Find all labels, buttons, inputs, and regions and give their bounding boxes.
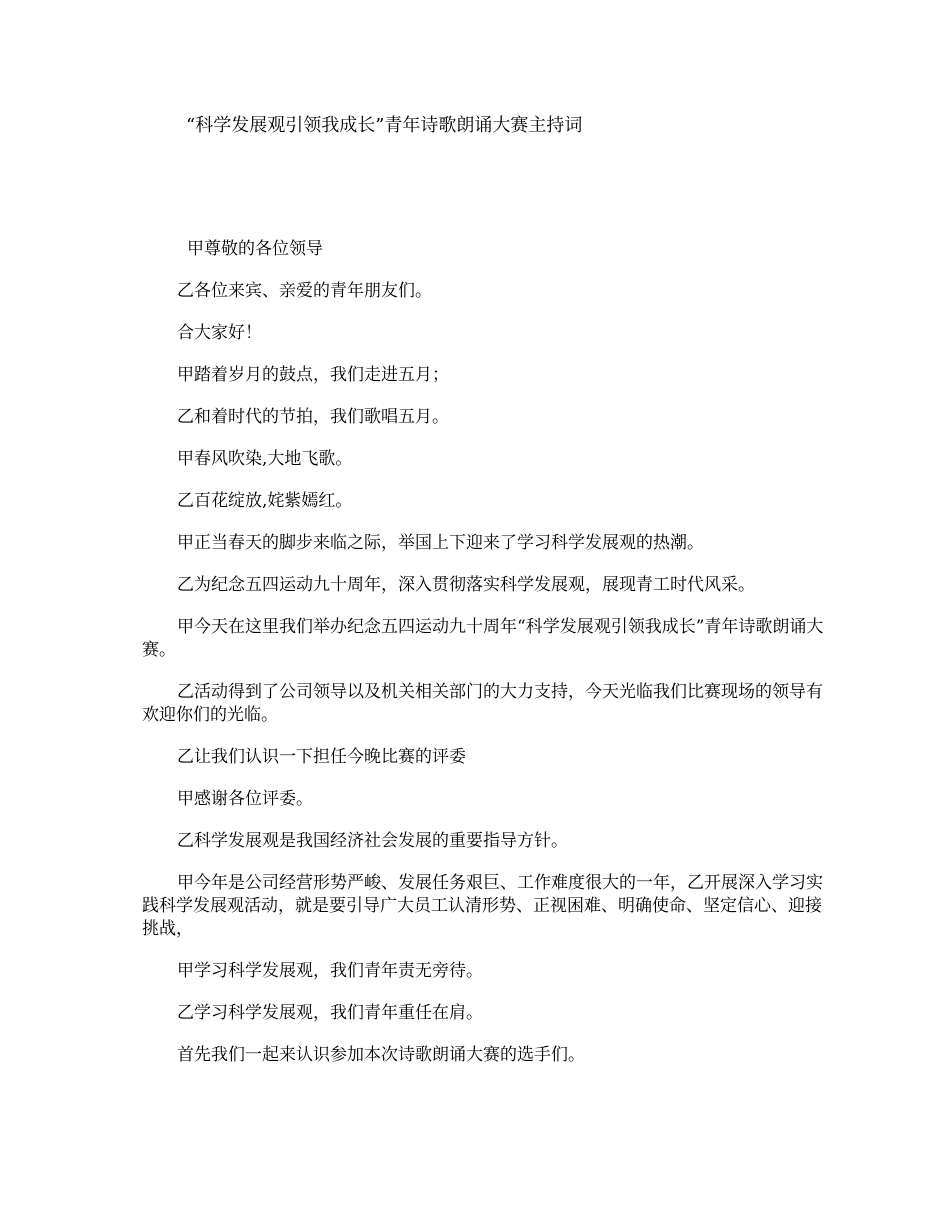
- paragraph: 甲踏着岁月的鼓点，我们走进五月；: [177, 365, 449, 385]
- paragraph: 甲今年是公司经营形势严峻、发展任务艰巨、工作难度很大的一年，乙开展深入学习实践科学发展观活动，就是要引导广大员工认清形势、正视困难、明确使命、坚定信心、迎接挑战，: [142, 873, 823, 939]
- paragraph: 乙和着时代的节拍，我们歌唱五月。: [177, 407, 449, 427]
- paragraph: 乙为纪念五四运动九十周年，深入贯彻落实科学发展观，展现青工时代风采。: [177, 575, 755, 595]
- paragraph: 甲今天在这里我们举办纪念五四运动九十周年“科学发展观引领我成长”青年诗歌朗诵大赛。: [142, 617, 824, 660]
- paragraph: 合大家好！: [177, 323, 262, 343]
- paragraph: 乙百花绽放,姹紫嫣红。: [177, 491, 353, 511]
- paragraph: 乙学习科学发展观，我们青年重任在肩。: [177, 1003, 483, 1023]
- paragraph: 首先我们一起来认识参加本次诗歌朗诵大赛的选手们。: [177, 1045, 585, 1065]
- document-title: “科学发展观引领我成长”青年诗歌朗诵大赛主持词: [186, 115, 583, 136]
- paragraph: 甲感谢各位评委。: [177, 789, 313, 809]
- paragraph: 乙科学发展观是我国经济社会发展的重要指导方针。: [177, 831, 568, 851]
- paragraph: 甲学习科学发展观，我们青年责无旁待。: [177, 961, 483, 981]
- paragraph: 甲正当春天的脚步来临之际，举国上下迎来了学习科学发展观的热潮。: [177, 533, 704, 553]
- paragraph: 甲尊敬的各位领导: [187, 239, 323, 259]
- paragraph: 乙活动得到了公司领导以及机关相关部门的大力支持，今天光临我们比赛现场的领导有欢迎你们的光临。: [142, 682, 823, 725]
- paragraph: 乙各位来宾、亲爱的青年朋友们。: [177, 281, 432, 301]
- document-body: [142, 238, 832, 1086]
- paragraph: 乙让我们认识一下担任今晚比赛的评委: [177, 747, 466, 767]
- paragraph: 甲春风吹染,大地飞歌。: [177, 449, 353, 469]
